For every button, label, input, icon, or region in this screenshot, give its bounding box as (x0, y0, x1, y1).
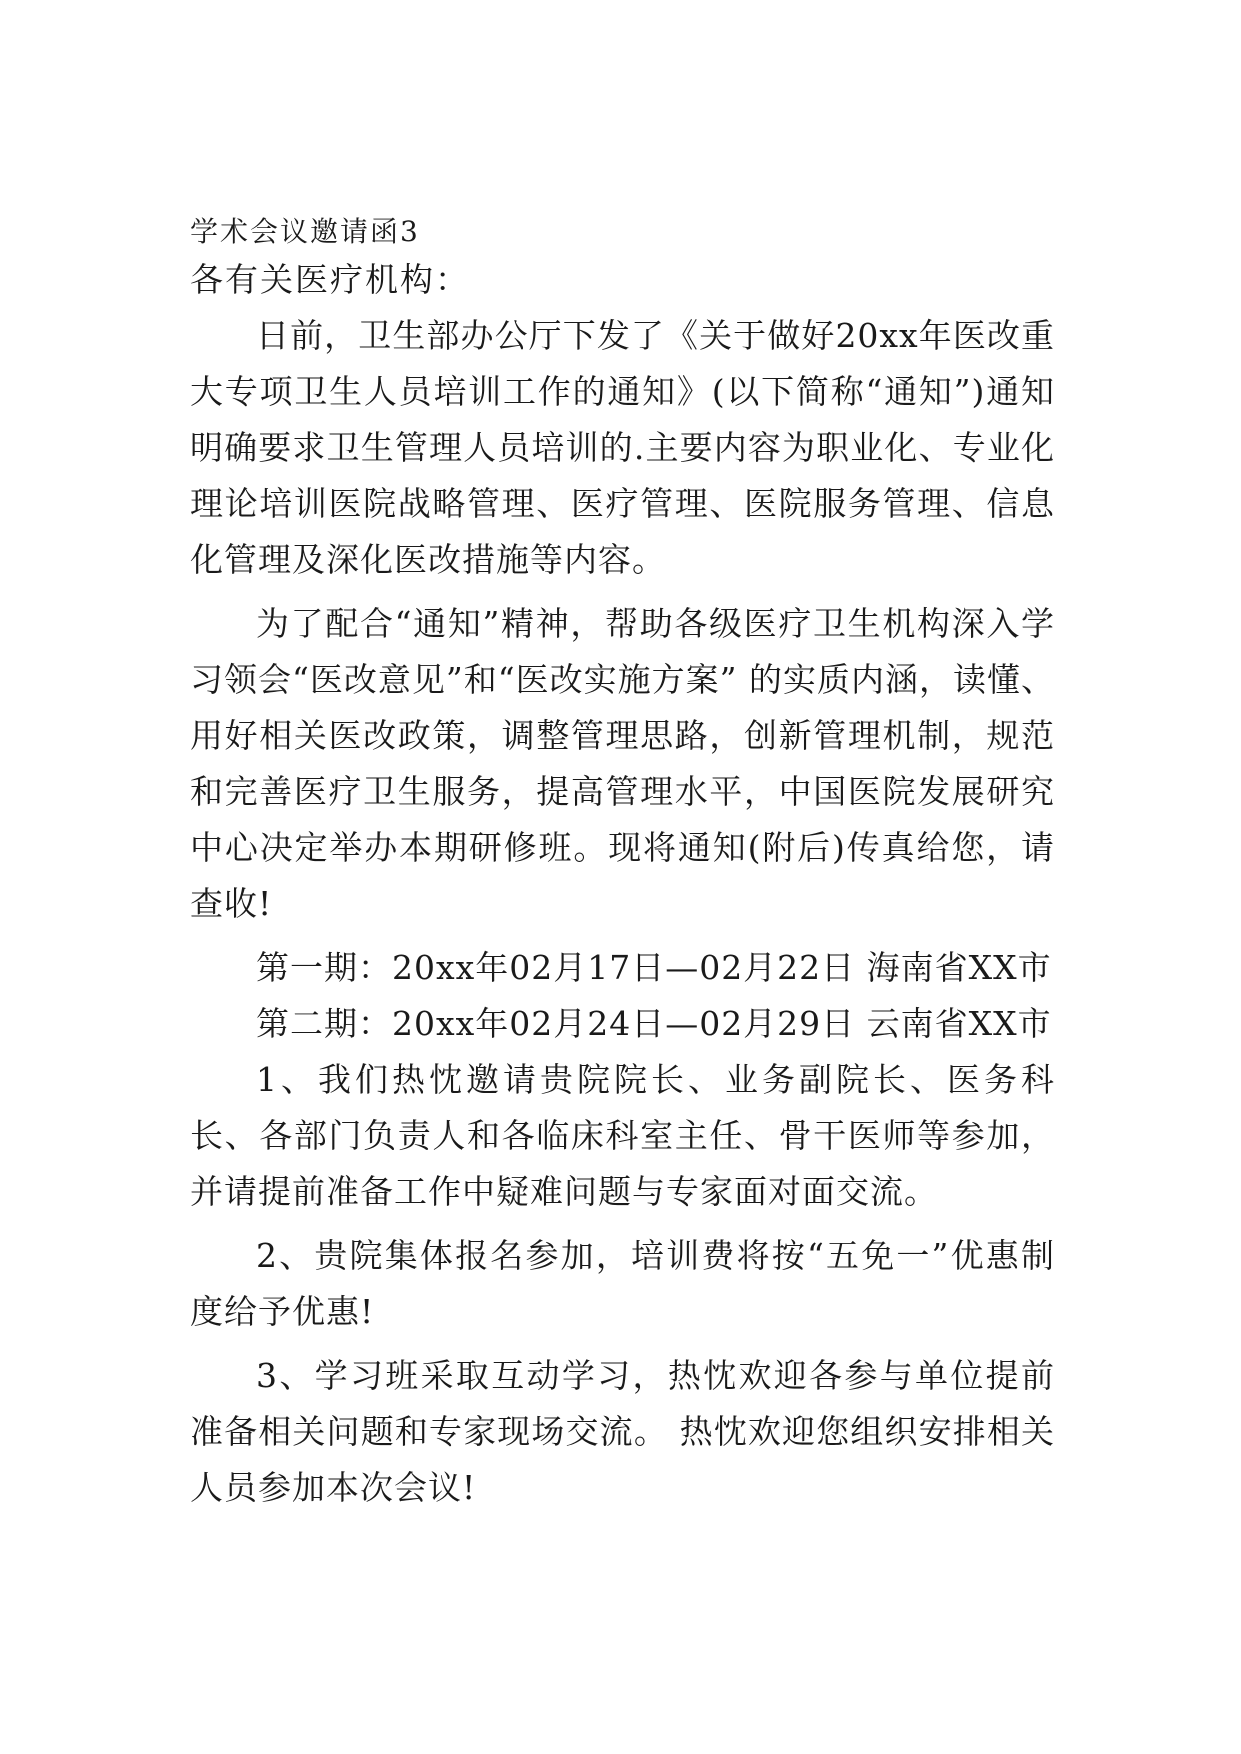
paragraph-purpose: 为了配合“通知”精神，帮助各级医疗卫生机构深入学习领会“医改意见”和“医改实施方案” 的实质内涵，读懂、用好相关医改政策，调整管理思路，创新管理机制，规范和完善医疗卫生服务，提高管理水平，中国医院发展研究中心决定举办本期研修班。现将通知(附后)传真给您，请查收! (190, 604, 1055, 923)
document-title: 学术会议邀请函3 (190, 215, 420, 248)
paragraph-item-1: 1、我们热忱邀请贵院院长、业务副院长、医务科长、各部门负责人和各临床科室主任、骨干医师等参加，并请提前准备工作中疑难问题与专家面对面交流。 (190, 1060, 1055, 1211)
paragraph-item-3: 3、学习班采取互动学习，热忱欢迎各参与单位提前准备相关问题和专家现场交流。 热忱欢迎您组织安排相关人员参加本次会议! (190, 1356, 1055, 1507)
document-page (190, 212, 1055, 1524)
paragraph-notice: 日前，卫生部办公厅下发了《关于做好20xx年医改重大专项卫生人员培训工作的通知》(以下简称“通知”)通知明确要求卫生管理人员培训的.主要内容为职业化、专业化理论培训医院战略管理、医疗管理、医院服务管理、信息化管理及深化医改措施等内容。 (190, 316, 1055, 579)
paragraph-session-2: 第二期：20xx年02月24日—02月29日 云南省XX市 (256, 1004, 1052, 1043)
paragraph-session-1: 第一期：20xx年02月17日—02月22日 海南省XX市 (256, 948, 1052, 987)
salutation: 各有关医疗机构： (190, 260, 470, 299)
paragraph-item-2: 2、贵院集体报名参加，培训费将按“五免一”优惠制度给予优惠! (190, 1236, 1055, 1331)
